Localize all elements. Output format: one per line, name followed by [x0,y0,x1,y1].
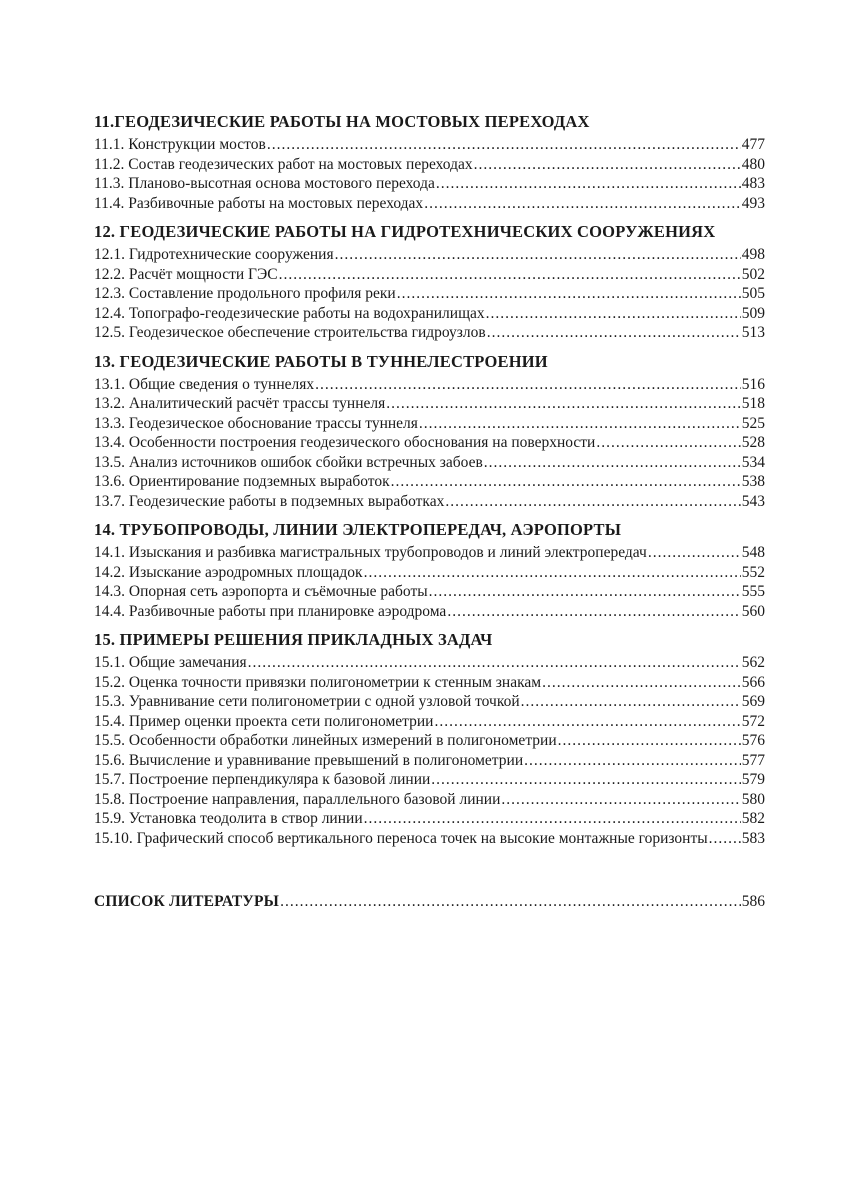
toc-footer-entry [94,892,765,912]
toc-entry-label: 12.5. Геодезическое обеспечение строительства гидроузлов [94,324,486,341]
toc-entry-label: 11.2. Состав геодезических работ на мостовых переходах [94,155,473,173]
toc-entry-page-number: 525 [741,414,765,432]
toc-section [94,112,765,213]
toc-entry-page-number: 516 [741,375,765,393]
toc-entry-page-number: 580 [741,790,765,808]
toc-section [94,352,765,512]
toc-entry-list [94,375,765,512]
toc-entry-label: 11.3. Планово-высотная основа мостового перехода [94,175,435,192]
toc-entry-label: 15.4. Пример оценки проекта сети полигонометрии [94,712,434,730]
toc-entry [94,245,765,265]
toc-section-heading: 14. ТРУБОПРОВОДЫ, ЛИНИИ ЭЛЕКТРОПЕРЕДАЧ, АЭРОПОРТЫ [94,520,622,539]
toc-entry-page-number: 518 [741,395,765,412]
toc-entry-page-number: 562 [741,654,765,671]
toc-entry-label: 15.1. Общие замечания [94,654,247,671]
toc-entry [94,712,765,732]
toc-entry-page-number: 477 [741,136,765,153]
toc-dot-leader [474,155,741,175]
toc-entry-label: 13.5. Анализ источников ошибок сбойки встречных забоев [94,453,483,471]
toc-entry [94,433,765,453]
toc-entry-page-number: 576 [741,732,765,749]
toc-dot-leader [501,790,740,810]
toc-entry [94,155,765,175]
toc-entry-page-number: 505 [741,285,765,302]
toc-entry-page-number: 534 [741,453,765,471]
toc-dot-leader [429,582,741,602]
toc-entry-label: 13.7. Геодезические работы в подземных выработках [94,492,445,510]
toc-entry-label: 14.2. Изыскание аэродромных площадок [94,563,363,581]
toc-entry [94,414,765,434]
toc-entry-label: 15.5. Особенности обработки линейных измерений в полигонометрии [94,732,557,749]
toc-entry [94,582,765,602]
toc-dot-leader [391,472,741,492]
toc-entry-page-number: 483 [741,175,765,192]
toc-entry [94,265,765,285]
toc-sections [94,112,765,848]
toc-section-heading: 13. ГЕОДЕЗИЧЕСКИЕ РАБОТЫ В ТУННЕЛЕСТРОЕНИИ [94,351,548,371]
toc-entry-label: 13.3. Геодезическое обоснование трассы туннеля [94,414,418,432]
toc-entry [94,323,765,343]
toc-entry [94,453,765,473]
toc-section [94,630,765,848]
toc-entry-label: 12.2. Расчёт мощности ГЭС [94,265,278,283]
toc-entry [94,543,765,563]
toc-dot-leader [542,673,741,693]
toc-section [94,520,765,621]
toc-entry [94,790,765,810]
toc-entry [94,472,765,492]
toc-entry [94,135,765,155]
toc-dot-leader [445,492,740,512]
toc-entry-page-number: 543 [741,492,765,510]
toc-entry-label: 11.1. Конструкции мостов [94,136,266,153]
toc-entry-page-number: 493 [741,194,765,212]
toc-entry-label: 11.4. Разбивочные работы на мостовых переходах [94,194,424,212]
toc-entry-page-number: 566 [741,673,765,691]
toc-dot-leader [279,265,741,285]
toc-entry [94,375,765,395]
toc-entry-label: 14.4. Разбивочные работы при планировке аэродрома [94,602,447,620]
toc-entry [94,770,765,790]
toc-footer-label: СПИСОК ЛИТЕРАТУРЫ [94,893,280,910]
toc-dot-leader [267,135,741,155]
toc-section [94,222,765,343]
toc-entry [94,809,765,829]
toc-entry [94,731,765,751]
toc-entry-page-number: 560 [741,602,765,620]
toc-entry-page-number: 538 [741,473,765,490]
toc-entry-page-number: 498 [741,246,765,263]
toc-entry-page-number: 552 [741,563,765,581]
toc-dot-leader [280,892,741,912]
toc-dot-leader [648,543,741,563]
toc-entry-label: 15.2. Оценка точности привязки полигонометрии к стенным знакам [94,673,542,691]
toc-entry-label: 14.1. Изыскания и разбивка магистральных трубопроводов и линий электропередач [94,544,647,561]
toc-dot-leader [315,375,741,395]
toc-entry [94,492,765,512]
toc-entry-label: 14.3. Опорная сеть аэропорта и съёмочные работы [94,583,428,600]
toc-dot-leader [431,770,740,790]
toc-entry-label: 13.6. Ориентирование подземных выработок [94,473,390,490]
toc-entry [94,653,765,673]
toc-entry [94,829,765,849]
toc-dot-leader [397,284,741,304]
toc-entry-label: 12.3. Составление продольного профиля реки [94,285,396,302]
toc-entry-label: 12.4. Топографо-геодезические работы на водохранилищах [94,304,485,322]
toc-entry-label: 12.1. Гидротехнические сооружения [94,246,334,263]
toc-entry [94,563,765,583]
toc-entry-list [94,135,765,213]
toc-entry-page-number: 502 [741,265,765,283]
toc-dot-leader [558,731,741,751]
toc-entry-label: 15.10. Графический способ вертикального переноса точек на высокие монтажные горизонты [94,829,708,847]
toc-section-heading: 12. ГЕОДЕЗИЧЕСКИЕ РАБОТЫ НА ГИДРОТЕХНИЧЕСКИХ СООРУЖЕНИЯХ [94,222,716,241]
toc-entry-page-number: 579 [741,771,765,788]
toc-entry-page-number: 555 [741,583,765,600]
toc-dot-leader [364,563,741,583]
toc-entry [94,692,765,712]
toc-dot-leader [424,194,741,214]
toc-entry-page-number: 513 [741,324,765,341]
toc-entry [94,751,765,771]
toc-dot-leader [486,304,741,324]
toc-entry [94,194,765,214]
toc-entry-page-number: 569 [741,693,765,710]
toc-dot-leader [447,602,740,622]
toc-entry-label: 15.7. Построение перпендикуляра к базовой линии [94,771,431,788]
toc-entry-label: 15.9. Установка теодолита в створ линии [94,810,363,827]
toc-entry-page-number: 572 [741,712,765,730]
toc-dot-leader [335,245,741,265]
toc-entry-page-number: 548 [741,544,765,561]
toc-entry-list [94,245,765,343]
toc-dot-leader [248,653,741,673]
toc-entry-page-number: 480 [741,155,765,173]
toc-entry [94,174,765,194]
toc-entry [94,284,765,304]
toc-entry-label: 13.2. Аналитический расчёт трассы туннеля [94,395,386,412]
toc-entry-label: 15.3. Уравнивание сети полигонометрии с одной узловой точкой [94,693,520,710]
toc-entry-page-number: 509 [741,304,765,322]
toc-section-heading: 11.ГЕОДЕЗИЧЕСКИЕ РАБОТЫ НА МОСТОВЫХ ПЕРЕХОДАХ [94,112,590,131]
toc-entry-list [94,543,765,621]
toc-dot-leader [521,692,741,712]
toc-entry-label: 13.4. Особенности построения геодезического обоснования на поверхности [94,434,596,451]
toc-dot-leader [364,809,741,829]
toc-section-heading: 15. ПРИМЕРЫ РЕШЕНИЯ ПРИКЛАДНЫХ ЗАДАЧ [94,630,493,649]
toc-dot-leader [386,394,741,414]
table-of-contents [94,112,765,912]
toc-entry [94,304,765,324]
toc-entry-page-number: 582 [741,810,765,827]
toc-dot-leader [436,174,741,194]
toc-entry [94,602,765,622]
toc-entry-page-number: 528 [741,434,765,451]
toc-dot-leader [484,453,741,473]
toc-dot-leader [487,323,741,343]
toc-entry-page-number: 577 [741,751,765,769]
toc-entry [94,394,765,414]
toc-dot-leader [524,751,741,771]
toc-entry [94,673,765,693]
toc-dot-leader [434,712,740,732]
toc-entry-label: 15.8. Построение направления, параллельного базовой линии [94,790,501,808]
toc-entry-label: 13.1. Общие сведения о туннелях [94,375,315,393]
toc-entry-label: 15.6. Вычисление и уравнивание превышений в полигонометрии [94,751,524,769]
toc-dot-leader [419,414,741,434]
toc-dot-leader [709,829,741,849]
toc-entry-list [94,653,765,848]
toc-footer-page-number: 586 [741,893,765,910]
toc-dot-leader [596,433,740,453]
toc-entry-page-number: 583 [741,829,765,847]
